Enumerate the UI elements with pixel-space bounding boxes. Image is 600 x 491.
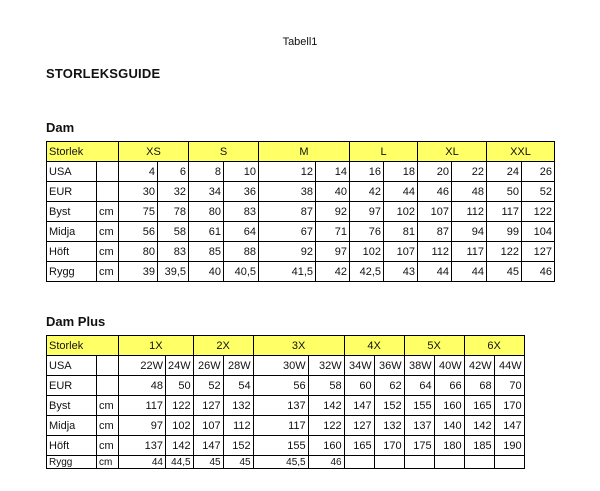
row-label: Midja (47, 416, 97, 436)
table-cell: 68 (464, 376, 494, 396)
table-row (47, 356, 525, 376)
table-cell: 46 (522, 262, 555, 282)
table-cell: 170 (494, 396, 524, 416)
table-row (47, 262, 555, 282)
header-cell-size: S (189, 142, 259, 162)
table-cell: 155 (253, 436, 308, 456)
row-unit: cm (97, 242, 119, 262)
table-cell: 142 (464, 416, 494, 436)
table-row (47, 202, 555, 222)
table-cell: 175 (404, 436, 434, 456)
table-cell: 64 (404, 376, 434, 396)
table-cell: 18 (384, 162, 418, 182)
table-cell: 180 (434, 436, 464, 456)
table-cell: 32W (308, 356, 344, 376)
header-cell-size: 2X (193, 336, 253, 356)
table-cell: 14 (316, 162, 350, 182)
table-cell: 44W (494, 356, 524, 376)
table-cell: 97 (350, 202, 384, 222)
row-unit: cm (97, 436, 119, 456)
table-cell: 30 (119, 182, 158, 202)
row-label: Byst (47, 202, 97, 222)
table-row (47, 162, 555, 182)
row-label: USA (47, 356, 97, 376)
table-cell: 102 (166, 416, 194, 436)
page-title: STORLEKSGUIDE (46, 66, 161, 81)
table-cell: 70 (494, 376, 524, 396)
header-cell-size: L (350, 142, 418, 162)
table-cell: 39 (119, 262, 158, 282)
table-cell: 122 (522, 202, 555, 222)
table-cell: 107 (418, 202, 452, 222)
table-cell: 83 (224, 202, 259, 222)
table-cell: 56 (119, 222, 158, 242)
row-label: Byst (47, 396, 97, 416)
table-row (47, 376, 525, 396)
header-cell-size: XL (418, 142, 487, 162)
table-cell (464, 456, 494, 469)
header-cell-size: 4X (344, 336, 404, 356)
table-cell: 152 (374, 396, 404, 416)
table-cell: 112 (418, 242, 452, 262)
header-cell-size: XS (119, 142, 189, 162)
table-cell: 6 (158, 162, 189, 182)
table-cell: 58 (308, 376, 344, 396)
table-cell: 137 (404, 416, 434, 436)
table-cell: 127 (522, 242, 555, 262)
table-cell: 34W (344, 356, 374, 376)
table-cell: 102 (350, 242, 384, 262)
table-cell: 87 (418, 222, 452, 242)
row-label: Midja (47, 222, 97, 242)
table-cell: 50 (487, 182, 522, 202)
table-cell: 117 (487, 202, 522, 222)
table-cell: 147 (494, 416, 524, 436)
row-unit (97, 356, 119, 376)
table-cell: 127 (344, 416, 374, 436)
row-unit (97, 376, 119, 396)
row-unit: cm (97, 262, 119, 282)
table-cell: 40W (434, 356, 464, 376)
table-row (47, 242, 555, 262)
row-label: Rygg (47, 456, 97, 469)
table-cell: 142 (166, 436, 194, 456)
table-cell: 24W (166, 356, 194, 376)
table-cell: 54 (223, 376, 253, 396)
table-cell: 62 (374, 376, 404, 396)
table-cell (374, 456, 404, 469)
table-cell: 52 (522, 182, 555, 202)
table-cell: 36 (224, 182, 259, 202)
table-cell: 83 (158, 242, 189, 262)
table-cell: 190 (494, 436, 524, 456)
table-cell: 39,5 (158, 262, 189, 282)
table-cell: 44 (452, 262, 487, 282)
table-cell: 112 (223, 416, 253, 436)
size-table-dam (46, 141, 555, 282)
table-cell: 20 (418, 162, 452, 182)
table-cell: 160 (434, 396, 464, 416)
table-cell: 88 (224, 242, 259, 262)
table-cell: 152 (223, 436, 253, 456)
header-cell-size: 6X (464, 336, 524, 356)
table-cell: 67 (259, 222, 316, 242)
table-cell: 147 (344, 396, 374, 416)
row-unit (97, 162, 119, 182)
table-cell: 38W (404, 356, 434, 376)
table-cell: 122 (308, 416, 344, 436)
table-cell: 122 (166, 396, 194, 416)
row-label: Höft (47, 242, 97, 262)
table-cell: 76 (350, 222, 384, 242)
table-cell: 117 (253, 416, 308, 436)
table-cell: 165 (344, 436, 374, 456)
table-cell: 45 (487, 262, 522, 282)
header-cell-size: 1X (119, 336, 194, 356)
table-cell: 42W (464, 356, 494, 376)
table-cell: 132 (374, 416, 404, 436)
table-cell: 58 (158, 222, 189, 242)
header-cell-storlek: Storlek (47, 142, 119, 162)
table-cell: 38 (259, 182, 316, 202)
table-header-row (47, 336, 525, 356)
table-cell: 24 (487, 162, 522, 182)
sheet-title: Tabell1 (282, 36, 318, 48)
table-cell: 75 (119, 202, 158, 222)
table-cell: 50 (166, 376, 194, 396)
table-cell: 10 (224, 162, 259, 182)
table-cell: 165 (464, 396, 494, 416)
table-cell (494, 456, 524, 469)
row-unit: cm (97, 222, 119, 242)
table-cell: 48 (452, 182, 487, 202)
table-row (47, 436, 525, 456)
table-cell: 104 (522, 222, 555, 242)
table-cell: 140 (434, 416, 464, 436)
table-cell: 142 (308, 396, 344, 416)
table-cell: 137 (253, 396, 308, 416)
row-unit (97, 182, 119, 202)
table-row (47, 182, 555, 202)
table-cell: 61 (189, 222, 224, 242)
table-cell: 155 (404, 396, 434, 416)
table-cell: 28W (223, 356, 253, 376)
table-cell: 170 (374, 436, 404, 456)
table-cell: 80 (119, 242, 158, 262)
table-cell: 112 (452, 202, 487, 222)
table-cell: 117 (119, 396, 166, 416)
table-cell: 137 (119, 436, 166, 456)
table-cell: 99 (487, 222, 522, 242)
header-cell-size: M (259, 142, 350, 162)
table-cell: 44,5 (166, 456, 194, 469)
table-cell: 46 (418, 182, 452, 202)
row-unit: cm (97, 416, 119, 436)
table-cell: 78 (158, 202, 189, 222)
table-cell: 122 (487, 242, 522, 262)
row-label: USA (47, 162, 97, 182)
table-cell: 160 (308, 436, 344, 456)
table-cell: 43 (384, 262, 418, 282)
table-cell: 22 (452, 162, 487, 182)
table-cell: 32 (158, 182, 189, 202)
table-cell: 44 (418, 262, 452, 282)
row-label: EUR (47, 182, 97, 202)
table-cell: 60 (344, 376, 374, 396)
table-cell: 34 (189, 182, 224, 202)
table-cell: 26 (522, 162, 555, 182)
table-cell: 30W (253, 356, 308, 376)
table-cell: 46 (308, 456, 344, 469)
table-cell: 26W (193, 356, 223, 376)
table-cell: 71 (316, 222, 350, 242)
table-cell: 107 (193, 416, 223, 436)
table-cell: 97 (119, 416, 166, 436)
table-cell: 80 (189, 202, 224, 222)
table-row (47, 456, 525, 469)
table-cell: 4 (119, 162, 158, 182)
table-cell (434, 456, 464, 469)
table-cell: 92 (316, 202, 350, 222)
header-cell-size: XXL (487, 142, 555, 162)
row-label: EUR (47, 376, 97, 396)
section-heading-dam-plus: Dam Plus (46, 314, 106, 329)
table-cell: 45 (223, 456, 253, 469)
header-cell-storlek: Storlek (47, 336, 119, 356)
table-cell: 42,5 (350, 262, 384, 282)
header-cell-size: 5X (404, 336, 464, 356)
table-cell: 45,5 (253, 456, 308, 469)
table-cell: 92 (259, 242, 316, 262)
table-row (47, 222, 555, 242)
table-cell: 132 (223, 396, 253, 416)
table-cell: 8 (189, 162, 224, 182)
row-label: Höft (47, 436, 97, 456)
table-cell: 16 (350, 162, 384, 182)
row-unit: cm (97, 202, 119, 222)
table-cell: 81 (384, 222, 418, 242)
row-unit: cm (97, 396, 119, 416)
table-cell: 102 (384, 202, 418, 222)
table-cell: 22W (119, 356, 166, 376)
table-cell: 40 (189, 262, 224, 282)
table-cell: 42 (350, 182, 384, 202)
table-cell: 147 (193, 436, 223, 456)
row-unit: cm (97, 456, 119, 469)
table-header-row (47, 142, 555, 162)
table-cell: 41,5 (259, 262, 316, 282)
row-label: Rygg (47, 262, 97, 282)
table-cell: 107 (384, 242, 418, 262)
table-cell: 12 (259, 162, 316, 182)
table-cell: 44 (384, 182, 418, 202)
table-cell: 64 (224, 222, 259, 242)
table-cell: 40,5 (224, 262, 259, 282)
table-cell: 40 (316, 182, 350, 202)
table-cell: 45 (193, 456, 223, 469)
table-row (47, 396, 525, 416)
header-cell-size: 3X (253, 336, 344, 356)
table-cell: 44 (119, 456, 166, 469)
section-heading-dam: Dam (46, 120, 75, 135)
table-cell: 97 (316, 242, 350, 262)
table-cell: 56 (253, 376, 308, 396)
table-cell: 87 (259, 202, 316, 222)
table-cell: 42 (316, 262, 350, 282)
table-cell: 185 (464, 436, 494, 456)
table-cell (344, 456, 374, 469)
table-cell: 94 (452, 222, 487, 242)
table-cell: 36W (374, 356, 404, 376)
table-row (47, 416, 525, 436)
table-cell: 66 (434, 376, 464, 396)
table-cell: 85 (189, 242, 224, 262)
table-cell: 127 (193, 396, 223, 416)
table-cell (404, 456, 434, 469)
size-table-dam-plus (46, 335, 525, 469)
table-cell: 52 (193, 376, 223, 396)
table-cell: 48 (119, 376, 166, 396)
table-cell: 117 (452, 242, 487, 262)
